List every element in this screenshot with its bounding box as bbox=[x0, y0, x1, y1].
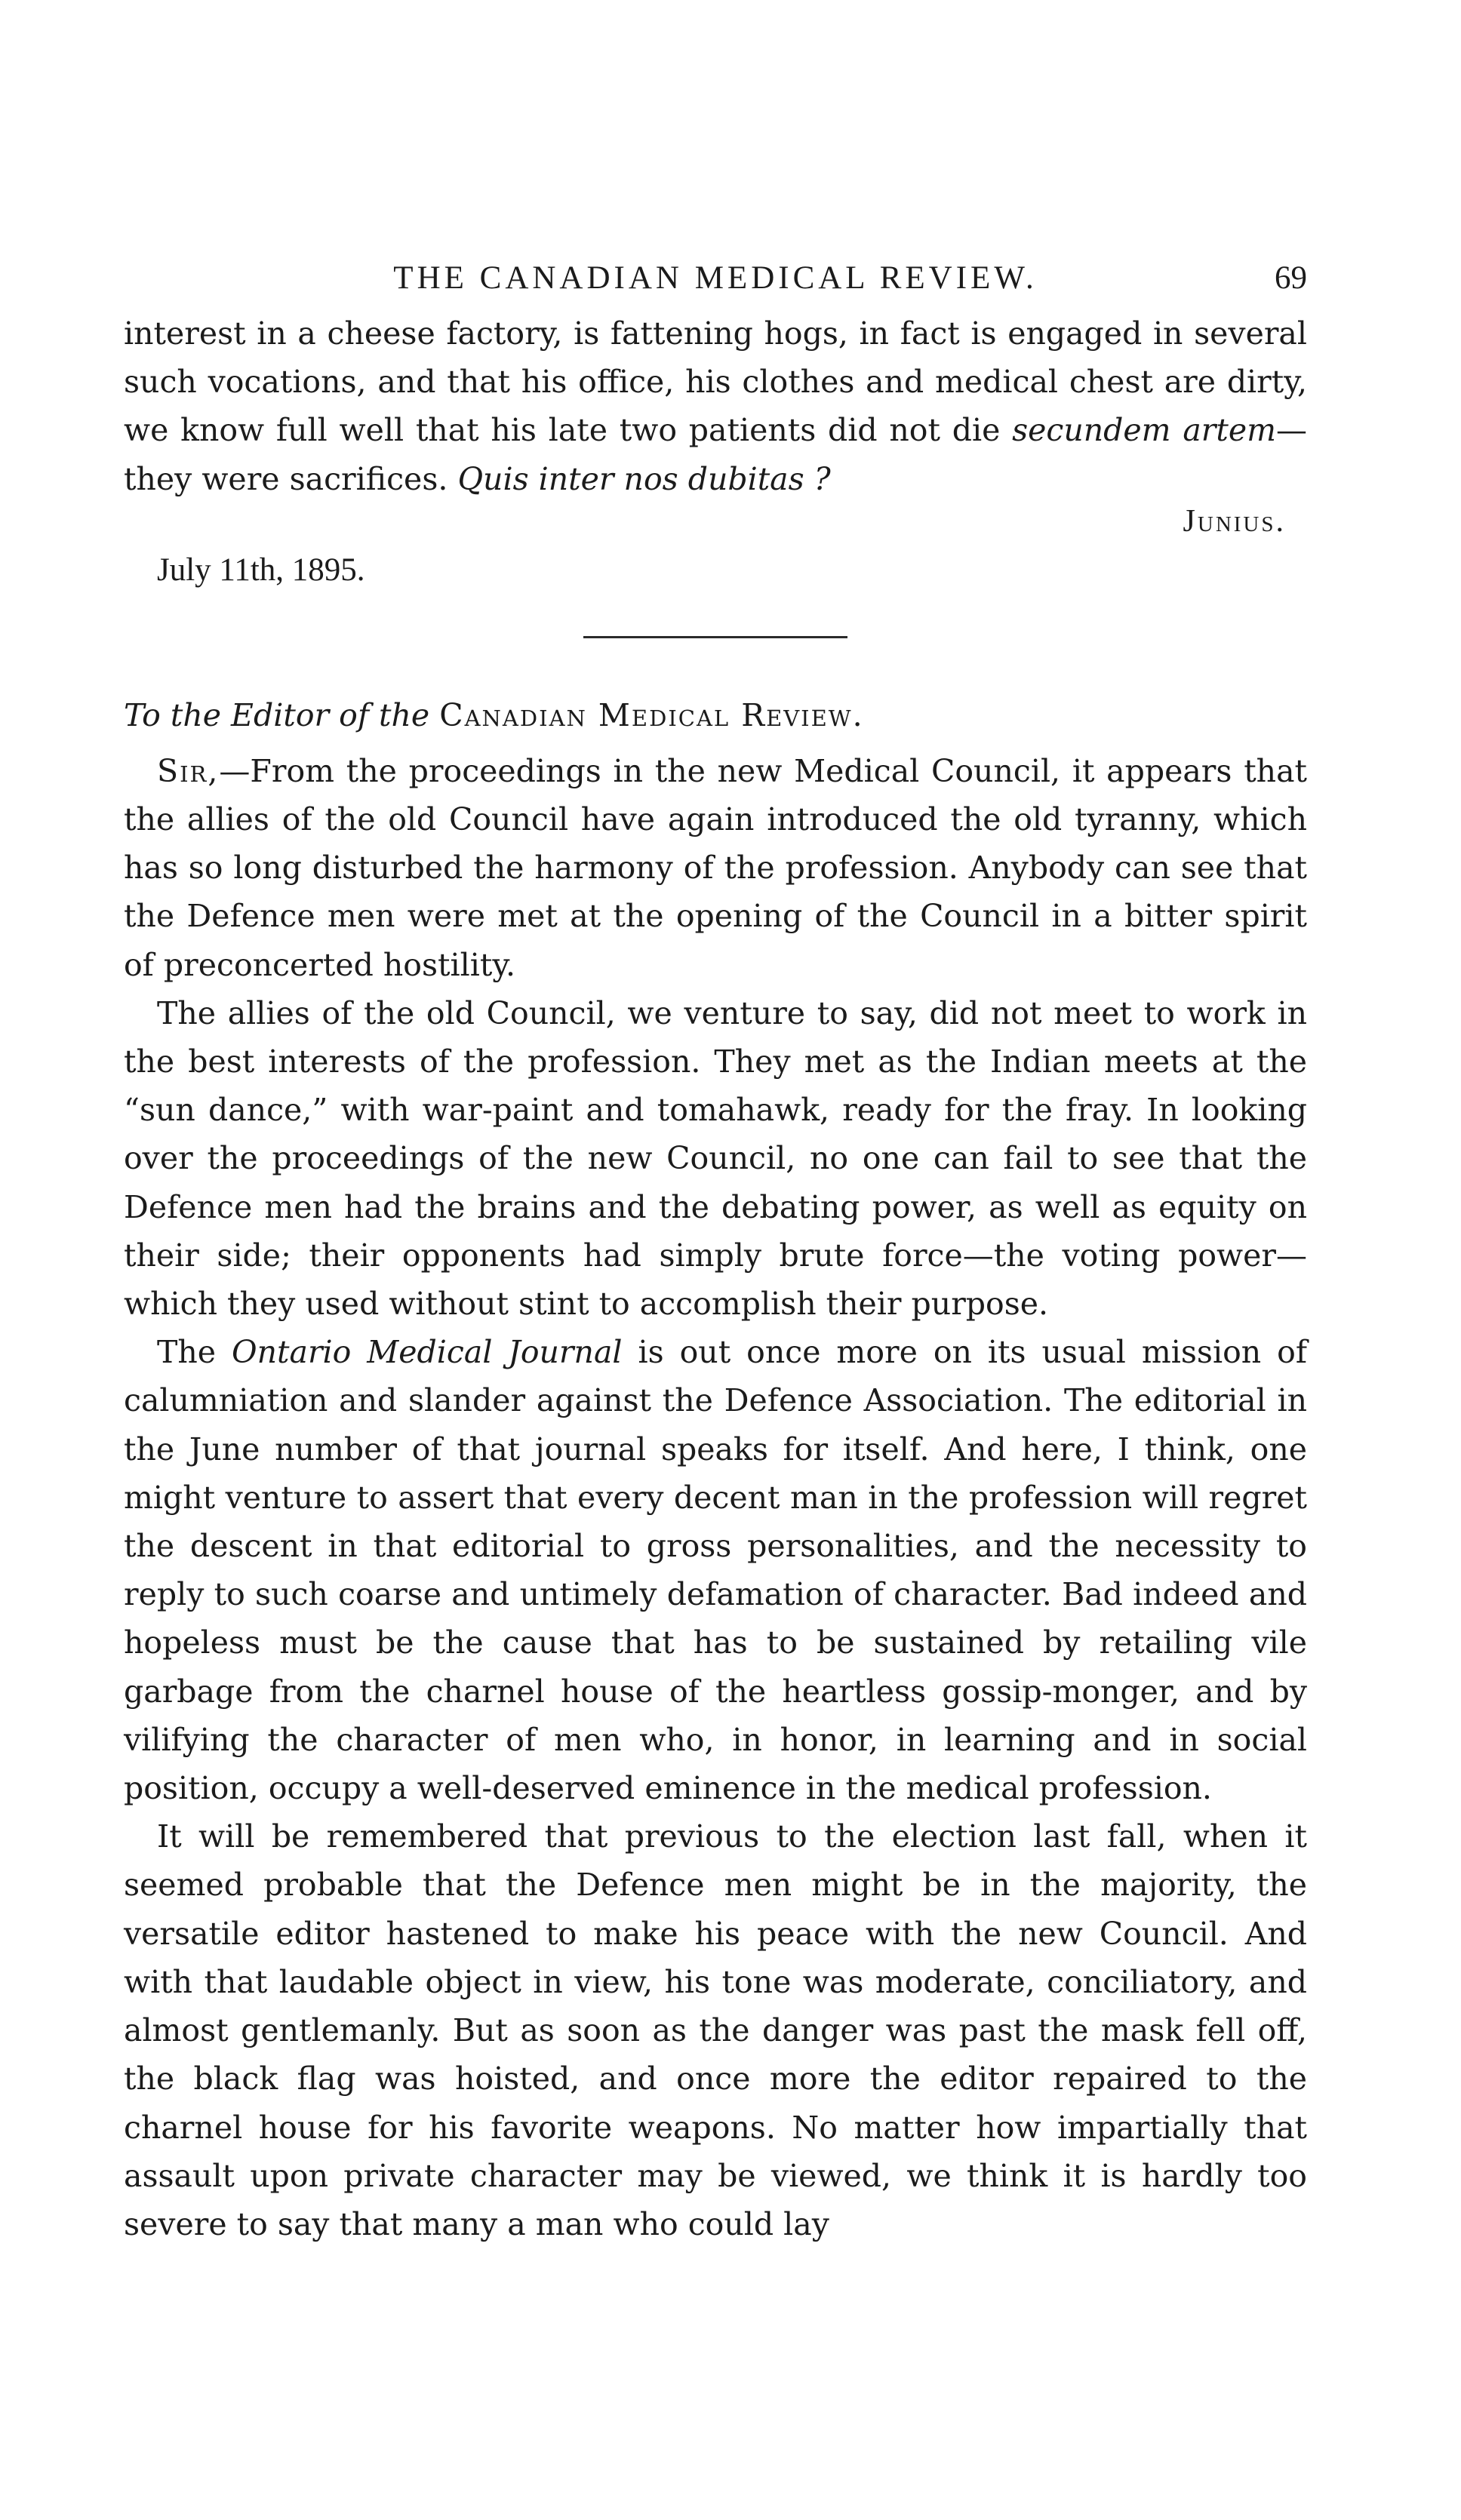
letter-paragraph-3 bbox=[124, 1328, 1307, 1812]
letter-paragraph-4: It will be remembered that previous to the election last fall, when it seemed probable that the Defence men might be in the majority, the versatile editor hastened to make his peace with the new Council. And with that laudable object in view, his tone was moderate, conciliatory, and almost gentlemanly. But as soon as the danger was past the mask fell off, the black flag was hoisted, and once more the editor repaired to the charnel house for his favorite weapons. No matter how impartially that assault upon private character may be viewed, we think it is hardly too severe to say that many a man who could lay bbox=[124, 1818, 1307, 2242]
closing-text-2: —they were sacrifices. bbox=[124, 412, 1307, 497]
page bbox=[124, 257, 1307, 2460]
paragraph-1-text: —From the proceedings in the new Medical Council, it appears that the allies of the old Council have again introduced the old tyranny, which has so long disturbed the harmony of the profession. Anybody can see that the Defence men were met at the opening of the Council in a bitter spirit of preconcerted hostility. bbox=[124, 752, 1307, 983]
latin-question: Quis inter nos dubitas ? bbox=[457, 460, 831, 497]
closing-text-1: interest in a cheese factory, is fattening hogs, in fact is engaged in several such vocations, and that his office, his clothes and medical chest are dirty, we know full well that his late two patients did not die bbox=[124, 315, 1307, 449]
signature-block bbox=[124, 503, 1307, 600]
salutation-journal: Canadian Medical Review. bbox=[439, 696, 864, 733]
opening-word: Sir, bbox=[157, 752, 220, 789]
previous-letter-closing bbox=[124, 309, 1307, 503]
letter-paragraph-1 bbox=[124, 747, 1307, 989]
section-divider bbox=[583, 636, 847, 638]
page-number: 69 bbox=[1275, 260, 1307, 296]
running-head bbox=[124, 257, 1307, 309]
running-title: THE CANADIAN MEDICAL REVIEW. bbox=[393, 260, 1038, 296]
letter-paragraph-2: The allies of the old Council, we venture to say, did not meet to work in the best interests of the profession. They met as the Indian meets at the “sun dance,” with war-paint and tomahawk, ready for the fray. In looking over the proceedings of the new Council, no one can fail to see that the Defence men had the brains and the debating power, as well as equity on their side; their opponents had simply brute force—the voting power—which they used without stint to accomplish their purpose. bbox=[124, 994, 1307, 1323]
dateline: July 11th, 1895. bbox=[157, 552, 365, 588]
paragraph-3-start: The bbox=[157, 1334, 232, 1371]
signature: Junius. bbox=[1183, 503, 1286, 539]
salutation bbox=[124, 691, 1307, 739]
journal-title: Ontario Medical Journal bbox=[232, 1334, 623, 1371]
salutation-prefix: To the Editor of the bbox=[124, 696, 430, 733]
latin-phrase: secundem artem bbox=[1012, 412, 1276, 449]
paragraph-3-rest: is out once more on its usual mission of calumniation and slander against the Defence Association. The editorial in the June number of that journal speaks for itself. And here, I think, one might venture to assert that every decent man in the profession will regret the descent in that editorial to gross personalities, and the necessity to reply to such coarse and untimely defamation of character. Bad indeed and hopeless must be the cause that has to be sustained by retailing vile garbage from the charnel house of the heartless gossip-monger, and by vilifying the character of men who, in honor, in learning and in social position, occupy a well-deserved eminence in the medical profession. bbox=[124, 1334, 1307, 1807]
